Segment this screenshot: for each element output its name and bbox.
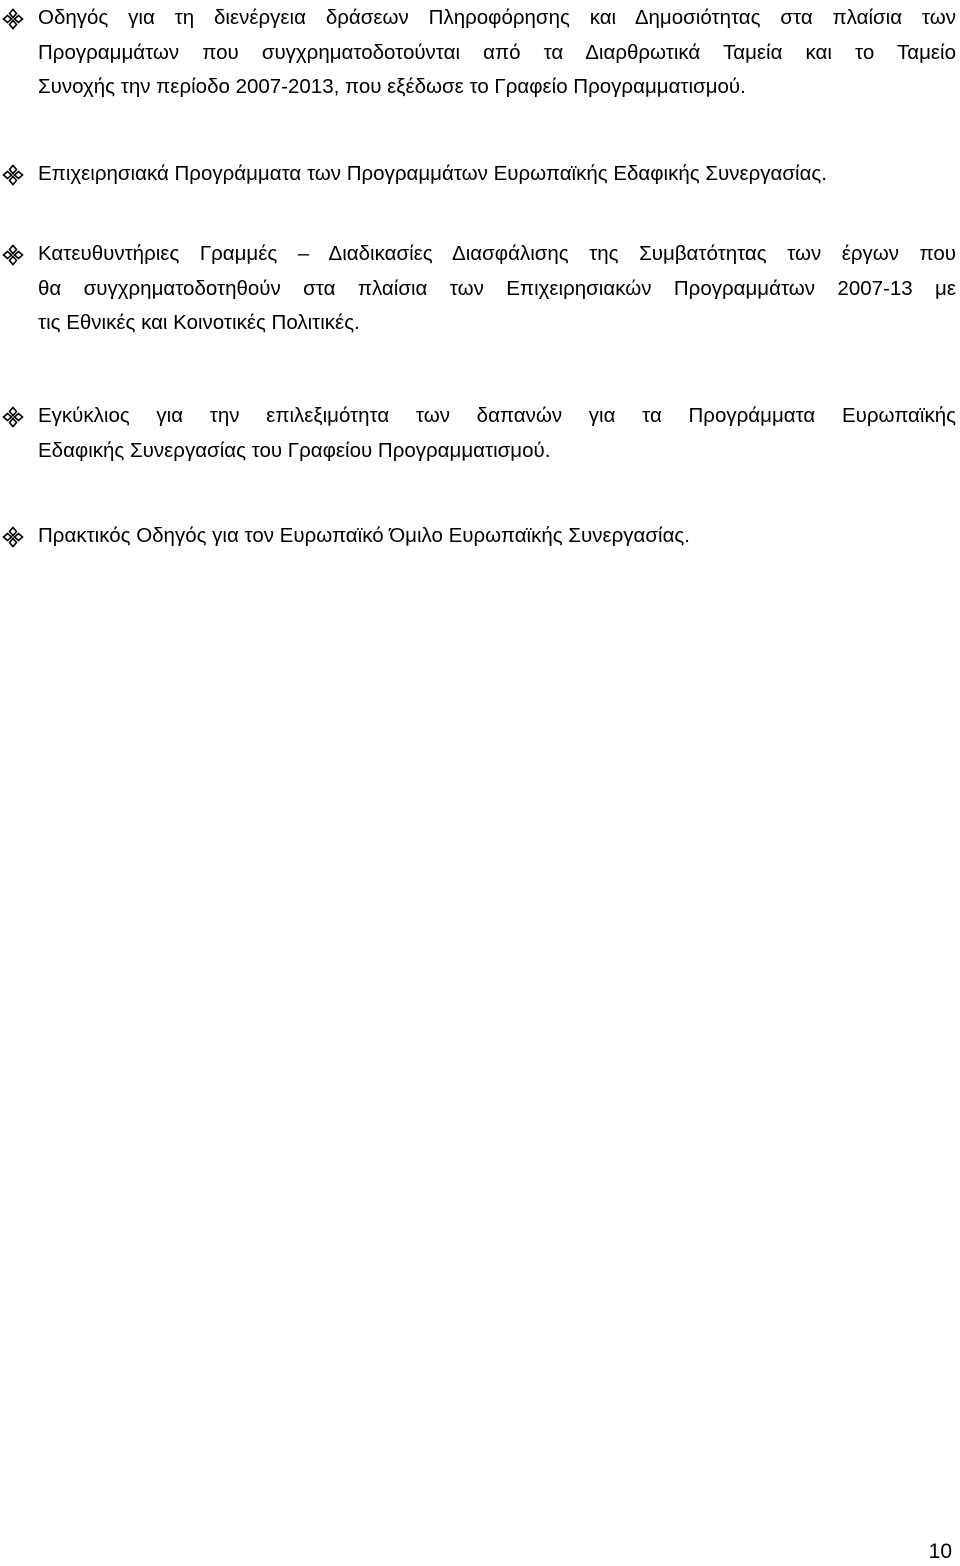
four-diamond-bullet-icon — [2, 526, 24, 548]
text-line: Επιχειρησιακά Προγράμματα των Προγραμμάτων Ευρωπαϊκής Εδαφικής Συνεργασίας. — [38, 162, 827, 185]
four-diamond-bullet-icon — [2, 244, 24, 266]
text-line: Εδαφικής Συνεργασίας του Γραφείου Προγραμματισμού. — [38, 438, 551, 462]
text-line: τις Εθνικές και Κοινοτικές Πολιτικές. — [38, 311, 360, 334]
text-line: Προγραμμάτων που συγχρηματοδοτούνται από τα Διαρθρωτικά Ταμεία και το Ταμείο — [38, 40, 956, 64]
page-number: 10 — [928, 1540, 952, 1563]
list-item-text — [38, 237, 956, 341]
text-line: Οδηγός για τη διενέργεια δράσεων Πληροφόρησης και Δημοσιότητας στα πλαίσια των — [38, 6, 956, 29]
list-item-text — [38, 157, 956, 192]
four-diamond-bullet-icon — [2, 406, 24, 428]
four-diamond-bullet-icon — [2, 164, 24, 186]
text-line: Κατευθυντήριες Γραμμές – Διαδικασίες Διασφάλισης της Συμβατότητας των έργων που — [38, 242, 956, 265]
text-line: Συνοχής την περίοδο 2007-2013, που εξέδωσε το Γραφείο Προγραμματισμού. — [38, 75, 746, 98]
list-item-text — [38, 1, 956, 105]
text-line: θα συγχρηματοδοτηθούν στα πλαίσια των Επιχειρησιακών Προγραμμάτων 2007-13 με — [38, 276, 956, 300]
text-line: Εγκύκλιος για την επιλεξιμότητα των δαπανών για τα Προγράμματα Ευρωπαϊκής — [38, 404, 956, 427]
text-line: Πρακτικός Οδηγός για τον Ευρωπαϊκό Όμιλο Ευρωπαϊκής Συνεργασίας. — [38, 524, 690, 547]
four-diamond-bullet-icon — [2, 8, 24, 30]
list-item-text — [38, 519, 956, 554]
list-item-text — [38, 399, 956, 468]
